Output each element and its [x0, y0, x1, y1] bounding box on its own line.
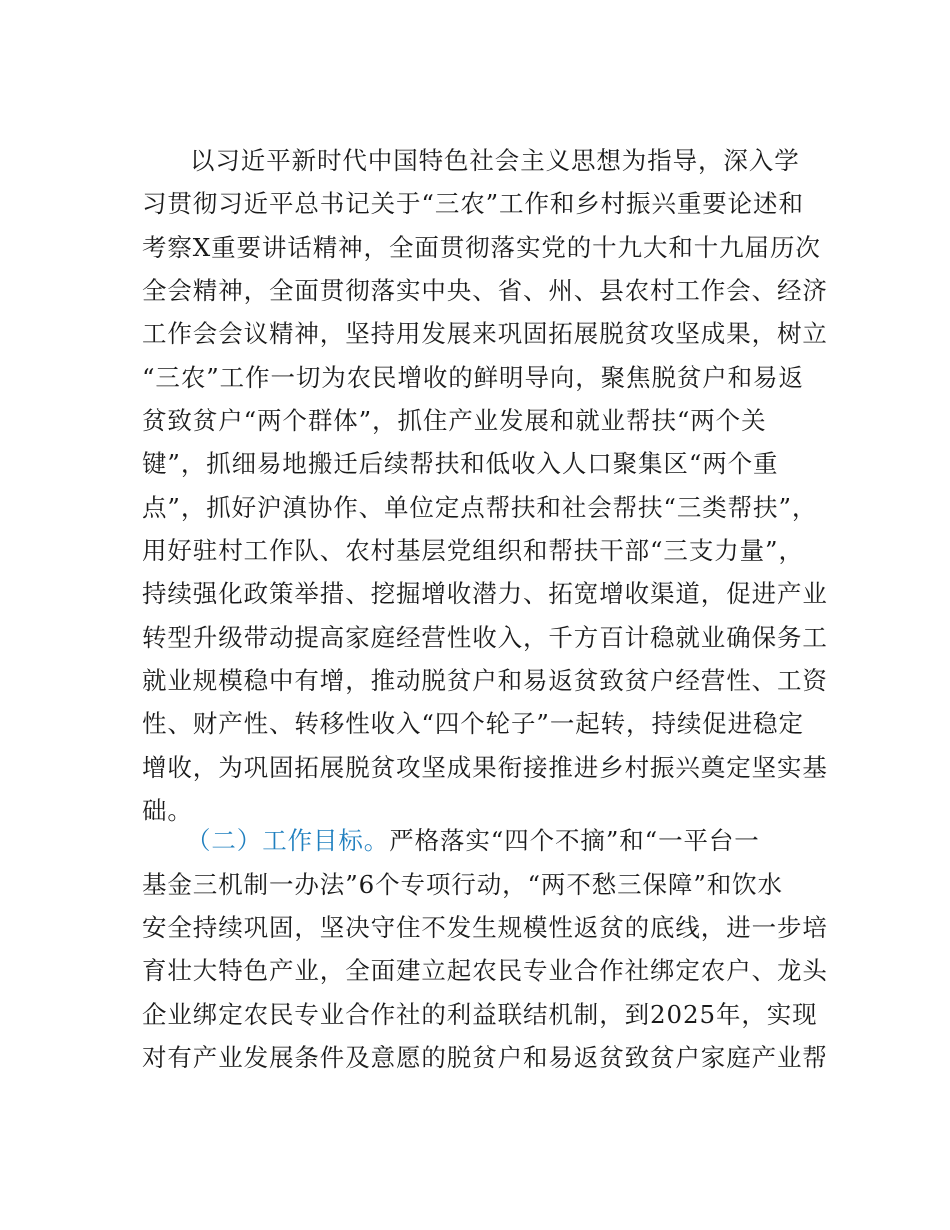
heading-line-text: 严格落实“四个不摘”和“一平台一	[389, 826, 760, 855]
paragraph-line: 育壮大特色产业，全面建立起农民专业合作社绑定农户、龙头	[142, 956, 828, 985]
paragraph-line: 以习近平新时代中国特色社会主义思想为指导，深入学	[190, 146, 800, 175]
paragraph-line: 安全持续巩固，坚决守住不发生规模性返贫的底线，进一步培	[142, 913, 828, 942]
paragraph-line: 用好驻村工作队、农村基层党组织和帮扶干部“三支力量”，	[142, 536, 804, 565]
paragraph-line: 企业绑定农民专业合作社的利益联结机制，到2025年，实现	[142, 1000, 818, 1029]
paragraph-line: 持续强化政策举措、挖掘增收潜力、拓宽增收渠道，促进产业	[142, 579, 828, 608]
paragraph-line: 转型升级带动提高家庭经营性收入，千方百计稳就业确保务工	[142, 623, 828, 652]
section-heading: （二）工作目标。	[186, 826, 390, 855]
paragraph-line: 键”，抓细易地搬迁后续帮扶和低收入人口聚集区“两个重	[142, 449, 779, 478]
paragraph-line: 工作会会议精神，坚持用发展来巩固拓展脱贫攻坚成果，树立	[142, 319, 828, 348]
paragraph-line: 础。	[142, 796, 193, 825]
paragraph-line: 基金三机制一办法”6个专项行动，“两不愁三保障”和饮水	[142, 870, 783, 899]
paragraph-line: 习贯彻习近平总书记关于“三农”工作和乡村振兴重要论述和	[142, 189, 804, 218]
paragraph-line	[186, 826, 760, 856]
paragraph-line: 点”，抓好沪滇协作、单位定点帮扶和社会帮扶“三类帮扶”，	[142, 493, 818, 522]
paragraph-line: 性、财产性、转移性收入“四个轮子”一起转，持续促进稳定	[142, 709, 804, 738]
paragraph-line: “三农”工作一切为农民增收的鲜明导向，聚焦脱贫户和易返	[142, 363, 804, 392]
paragraph-line: 就业规模稳中有增，推动脱贫户和易返贫致贫户经营性、工资	[142, 666, 828, 695]
paragraph-line: 考察X重要讲话精神，全面贯彻落实党的十九大和十九届历次	[142, 233, 821, 262]
paragraph-line: 贫致贫户“两个群体”，抓住产业发展和就业帮扶“两个关	[142, 406, 767, 435]
paragraph-line: 增收，为巩固拓展脱贫攻坚成果衔接推进乡村振兴奠定坚实基	[142, 753, 828, 782]
paragraph-line: 对有产业发展条件及意愿的脱贫户和易返贫致贫户家庭产业帮	[142, 1043, 828, 1072]
paragraph-line: 全会精神，全面贯彻落实中央、省、州、县农村工作会、经济	[142, 276, 828, 305]
